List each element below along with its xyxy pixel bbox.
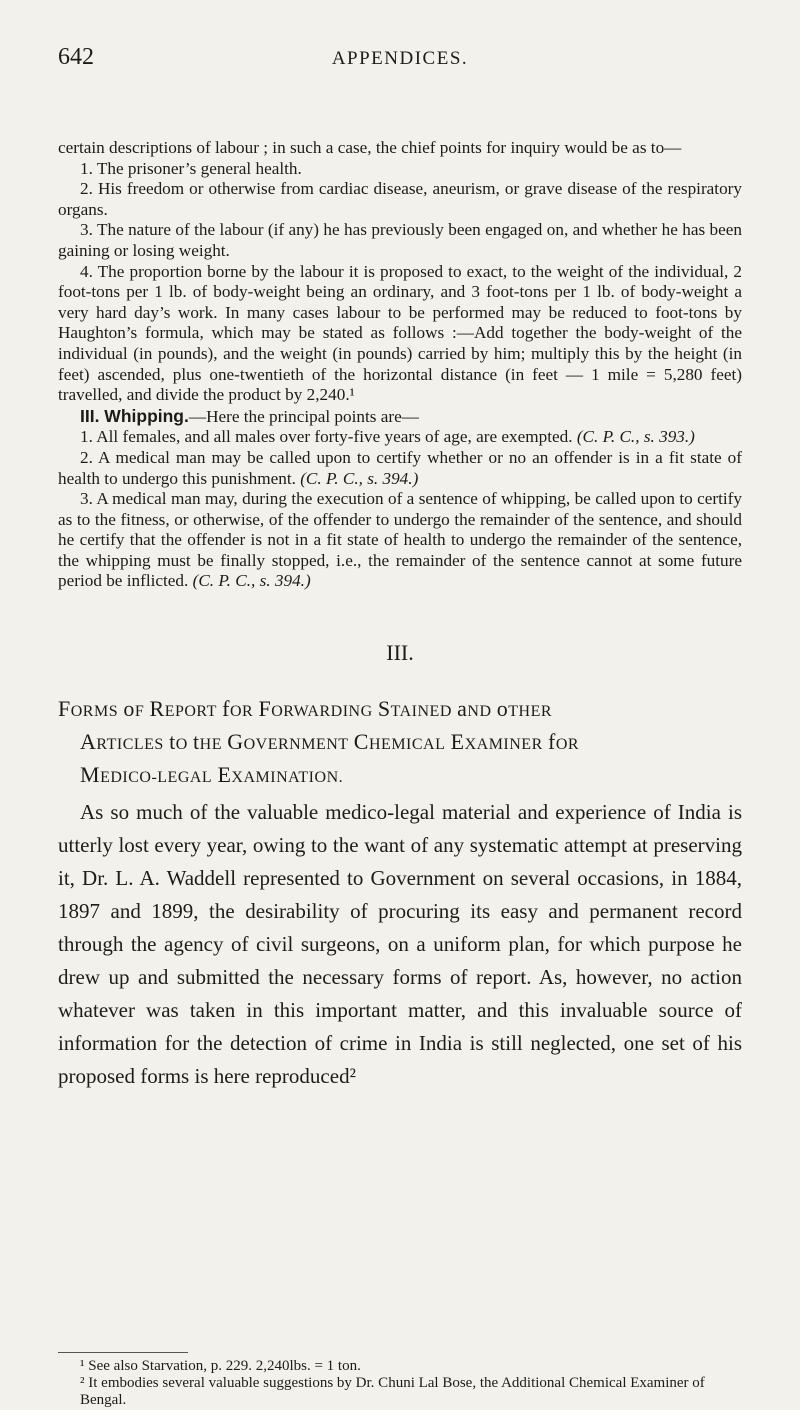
intro-paragraph: certain descriptions of labour ; in such a case, the chief points for inquiry would be as to— (58, 138, 682, 157)
whipping-item-text: 1. All females, and all males over forty-five years of age, are exempted. (80, 427, 577, 447)
page-number: 642 (58, 44, 94, 70)
main-text (58, 138, 742, 592)
section-numeral: III. (386, 640, 414, 665)
whipping-paragraph (58, 406, 742, 428)
page-header (58, 44, 742, 74)
section-title (58, 694, 750, 793)
footnote: ² It embodies several valuable suggestions by Dr. Chuni Lal Bose, the Additional Chemical Examiner of Bengal. (80, 1375, 705, 1408)
section-paragraph: As so much of the valuable medico-legal material and experience of India is utterly lost every year, owing to the want of any systematic attempt at preserving it, Dr. L. A. Waddell represented to Government on several occasions, in 1884, 1897 and 1899, the desirability of procuring its easy and permanent record through the agency of civil surgeons, on a uniform plan, for which purpose he drew up and submitted the necessary forms of report. As, however, no action whatever was taken in this important matter, and this invaluable source of information for the detection of crime in India is still neglected, one set of his proposed forms is here reproduced² (58, 800, 742, 1088)
section-title-line: FORMS oF REPORT fOR FORWARDING STAINED aND oTHER (58, 696, 553, 721)
labour-item: 1. The prisoner’s general health. (80, 158, 302, 178)
whipping-item-text: 3. A medical man may, during the execution of a sentence of whipping, be called upon to certify as to the fitness, or otherwise, of the offender to undergo the remainder of the sentence, and should he certify that the offender is not in a fit state of health to undergo the remainder of the sentence, the whipping must be finally stopped, i.e., the remainder of the sentence cannot at some future period be inflicted. (58, 489, 742, 591)
labour-item: 4. The proportion borne by the labour it is proposed to exact, to the weight of the individual, 2 foot-tons per 1 lb. of body-weight being an ordinary, and 3 foot-tons per 1 lb. of body-weight a very hard day’s work. In many cases labour to be performed may be reduced to foot-tons by Haughton’s formula, which may be stated as follows :—Add together the body-weight of the individual (in pounds), and the weight (in pounds) carried by him; multiply this by the height (in feet) ascended, plus one-twentieth of the horizontal distance (in feet — 1 mile = 5,280 feet) travelled, and divide the product by 2,240.¹ (58, 261, 742, 405)
whipping-item (58, 489, 742, 592)
whipping-heading: III. Whipping. (80, 405, 189, 426)
whipping-item (58, 427, 742, 448)
section-title-line: MEDICO-LEGAL EXAMINATION. (80, 762, 344, 787)
footnotes (58, 1358, 742, 1409)
whipping-item (58, 448, 742, 489)
labour-item: 3. The nature of the labour (if any) he has previously been engaged on, and whether he has been gaining or losing weight. (58, 220, 742, 260)
whipping-intro: —Here the principal points are— (188, 406, 419, 426)
running-head: APPENDICES. (331, 48, 469, 69)
citation: (C. P. C., s. 394.) (300, 468, 419, 488)
footnote: ¹ See also Starvation, p. 229. 2,240lbs. = 1 ton. (80, 1358, 361, 1374)
citation: (C. P. C., s. 394.) (192, 571, 311, 591)
whipping-item-text: 2. A medical man may be called upon to certify whether or no an offender is in a fit state of health to undergo this punishment. (58, 447, 742, 488)
section-title-line: ARTICLES tO tHE GOVERNMENT CHEMICAL EXAMINER fOR (80, 729, 580, 754)
citation: (C. P. C., s. 393.) (576, 427, 695, 447)
section-body (58, 796, 742, 1093)
footnote-divider (58, 1352, 188, 1353)
labour-item: 2. His freedom or otherwise from cardiac disease, aneurism, or grave disease of the respiratory organs. (58, 179, 742, 219)
